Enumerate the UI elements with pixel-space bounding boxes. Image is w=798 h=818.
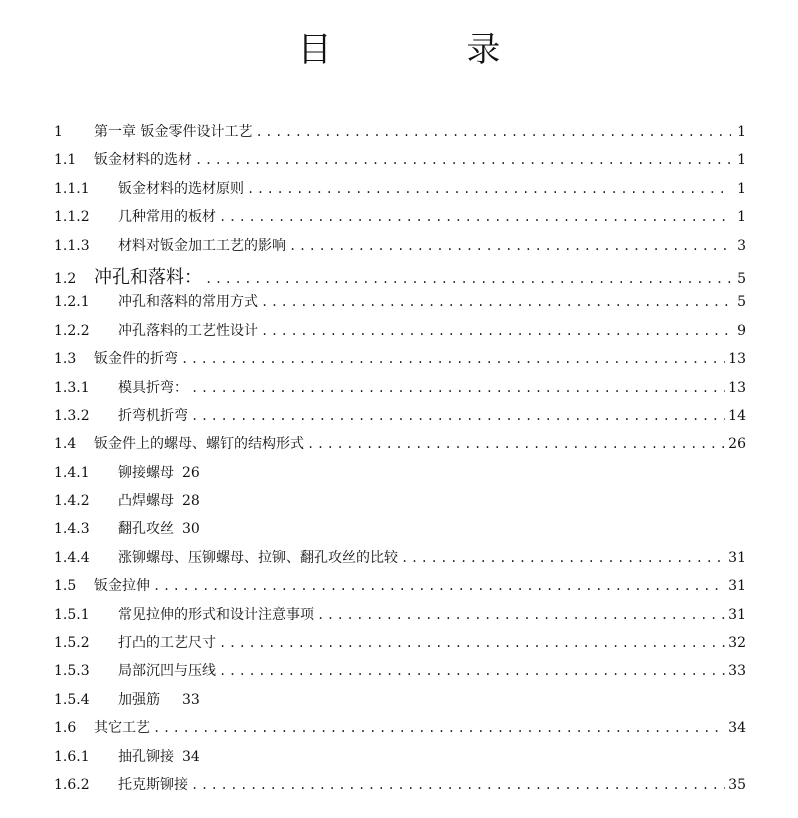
toc-entry-number: 1.3.2 — [54, 407, 90, 424]
toc-entry-title: 材料对钣金加工工艺的影响 — [118, 237, 286, 254]
toc-entry-number: 1.3 — [54, 351, 77, 368]
toc-dot-leader — [307, 437, 725, 451]
toc-entry[interactable] — [54, 660, 746, 688]
toc-entry-title: 局部沉凹与压线 — [118, 663, 216, 680]
toc-entry-title: 钣金材料的选材原则 — [118, 180, 244, 197]
toc-dot-leader — [317, 608, 725, 622]
toc-entry-page-number: 33 — [182, 691, 200, 708]
toc-entry-number: 1.5 — [54, 578, 77, 595]
toc-entry[interactable] — [54, 518, 746, 546]
toc-entry-title: 翻孔攻丝 — [118, 521, 174, 538]
toc-entry-page-number: 32 — [728, 635, 746, 652]
toc-dot-leader — [153, 721, 725, 735]
toc-entry-title: 冲孔落料的工艺性设计 — [118, 322, 258, 339]
toc-dot-leader — [219, 664, 725, 678]
toc-entry[interactable] — [54, 291, 746, 319]
toc-entry[interactable] — [54, 490, 746, 518]
toc-entry-number: 1.6.1 — [54, 748, 90, 765]
toc-entry-number: 1.4.3 — [54, 521, 90, 538]
toc-entry-title: 托克斯铆接 — [118, 776, 188, 793]
toc-entry-title: 钣金拉伸 — [94, 578, 150, 595]
toc-entry-page-number: 26 — [728, 436, 746, 453]
toc-entry-page-number: 14 — [728, 407, 746, 424]
toc-dot-leader — [219, 210, 731, 224]
toc-entry-number: 1.4.4 — [54, 549, 90, 566]
toc-entry[interactable] — [54, 433, 746, 461]
toc-entry-number: 1.4.2 — [54, 493, 90, 510]
toc-entry-page-number: 34 — [182, 748, 200, 765]
toc-entry-page-number: 31 — [728, 549, 746, 566]
toc-entry-title: 钣金件上的螺母、螺钉的结构形式 — [94, 436, 304, 453]
toc-entry[interactable] — [54, 235, 746, 263]
toc-entry[interactable] — [54, 462, 746, 490]
toc-entry-page-number: 5 — [737, 294, 746, 311]
toc-dot-leader — [205, 272, 731, 286]
toc-entry[interactable] — [54, 320, 746, 348]
toc-entry[interactable] — [54, 689, 746, 717]
toc-entry-number: 1.3.1 — [54, 379, 90, 396]
table-of-contents — [54, 121, 746, 802]
toc-entry-number: 1.2.1 — [54, 294, 90, 311]
toc-entry-number: 1.5.4 — [54, 691, 90, 708]
toc-entry-number: 1.5.1 — [54, 606, 90, 623]
toc-dot-leader — [191, 409, 725, 423]
toc-entry-number: 1.2 — [54, 270, 77, 287]
toc-entry-title: 铆接螺母 — [118, 464, 174, 481]
toc-entry[interactable] — [54, 178, 746, 206]
toc-entry-title: 钣金材料的选材 — [94, 152, 192, 169]
toc-entry-page-number: 13 — [728, 351, 746, 368]
toc-entry-title: 模具折弯： — [118, 379, 188, 396]
toc-entry-page-number: 9 — [737, 322, 746, 339]
toc-entry[interactable] — [54, 632, 746, 660]
toc-entry-title: 折弯机折弯 — [118, 407, 188, 424]
toc-entry-page-number: 31 — [728, 606, 746, 623]
toc-entry-number: 1.1 — [54, 152, 77, 169]
toc-dot-leader — [247, 182, 731, 196]
toc-entry[interactable] — [54, 575, 746, 603]
toc-entry[interactable] — [54, 717, 746, 745]
toc-entry[interactable] — [54, 746, 746, 774]
toc-entry[interactable] — [54, 121, 746, 149]
toc-entry[interactable] — [54, 348, 746, 376]
toc-entry-number: 1 — [54, 124, 63, 140]
toc-entry-title: 冲孔和落料的常用方式 — [118, 294, 258, 311]
toc-entry-title: 凸焊螺母 — [118, 493, 174, 510]
toc-entry[interactable] — [54, 604, 746, 632]
toc-entry-title: 第一章 钣金零件设计工艺 — [94, 124, 253, 140]
toc-entry-title: 涨铆螺母、压铆螺母、拉铆、翻孔攻丝的比较 — [118, 549, 398, 566]
toc-entry-title: 其它工艺 — [94, 720, 150, 737]
toc-entry[interactable] — [54, 149, 746, 177]
toc-entry[interactable] — [54, 774, 746, 802]
toc-dot-leader — [261, 295, 731, 309]
toc-entry-title: 打凸的工艺尺寸 — [118, 635, 216, 652]
toc-entry-page-number: 13 — [728, 379, 746, 396]
toc-entry-page-number: 34 — [728, 720, 746, 737]
toc-entry-number: 1.6 — [54, 720, 77, 737]
toc-entry[interactable] — [54, 263, 746, 291]
page-title: 目 录 — [297, 30, 563, 70]
toc-entry-page-number: 30 — [182, 521, 200, 538]
toc-entry-title: 抽孔铆接 — [118, 748, 174, 765]
toc-entry[interactable] — [54, 547, 746, 575]
toc-entry-number: 1.1.3 — [54, 237, 90, 254]
toc-entry-number: 1.6.2 — [54, 776, 90, 793]
toc-dot-leader — [195, 153, 731, 167]
toc-dot-leader — [181, 352, 725, 366]
toc-entry-page-number: 3 — [737, 237, 746, 254]
toc-dot-leader — [191, 381, 725, 395]
toc-entry-page-number: 35 — [728, 776, 746, 793]
toc-entry[interactable] — [54, 405, 746, 433]
toc-entry-page-number: 1 — [737, 180, 746, 197]
toc-dot-leader — [255, 125, 731, 139]
toc-entry-number: 1.5.2 — [54, 635, 90, 652]
toc-entry[interactable] — [54, 206, 746, 234]
toc-dot-leader — [219, 636, 725, 650]
toc-entry-page-number: 1 — [737, 209, 746, 226]
toc-entry-number: 1.1.2 — [54, 209, 90, 226]
toc-dot-leader — [261, 324, 731, 338]
toc-entry-number: 1.4.1 — [54, 464, 90, 481]
toc-entry-title: 钣金件的折弯 — [94, 351, 178, 368]
toc-dot-leader — [191, 778, 725, 792]
toc-entry-page-number: 31 — [728, 578, 746, 595]
toc-entry-page-number: 28 — [182, 493, 200, 510]
toc-dot-leader — [153, 579, 725, 593]
toc-entry-title: 常见拉伸的形式和设计注意事项 — [118, 606, 314, 623]
toc-entry-title: 冲孔和落料： — [94, 266, 202, 288]
toc-entry-page-number: 5 — [737, 270, 746, 287]
toc-entry-number: 1.2.2 — [54, 322, 90, 339]
toc-dot-leader — [289, 239, 731, 253]
toc-entry-page-number: 33 — [728, 663, 746, 680]
toc-dot-leader — [401, 551, 725, 565]
toc-entry-page-number: 26 — [182, 464, 200, 481]
toc-entry-number: 1.4 — [54, 436, 77, 453]
toc-entry[interactable] — [54, 377, 746, 405]
toc-entry-title: 加强筋 — [118, 691, 160, 708]
toc-entry-page-number: 1 — [737, 124, 746, 140]
toc-entry-page-number: 1 — [737, 152, 746, 169]
toc-entry-number: 1.1.1 — [54, 180, 90, 197]
toc-entry-number: 1.5.3 — [54, 663, 90, 680]
toc-entry-title: 几种常用的板材 — [118, 209, 216, 226]
